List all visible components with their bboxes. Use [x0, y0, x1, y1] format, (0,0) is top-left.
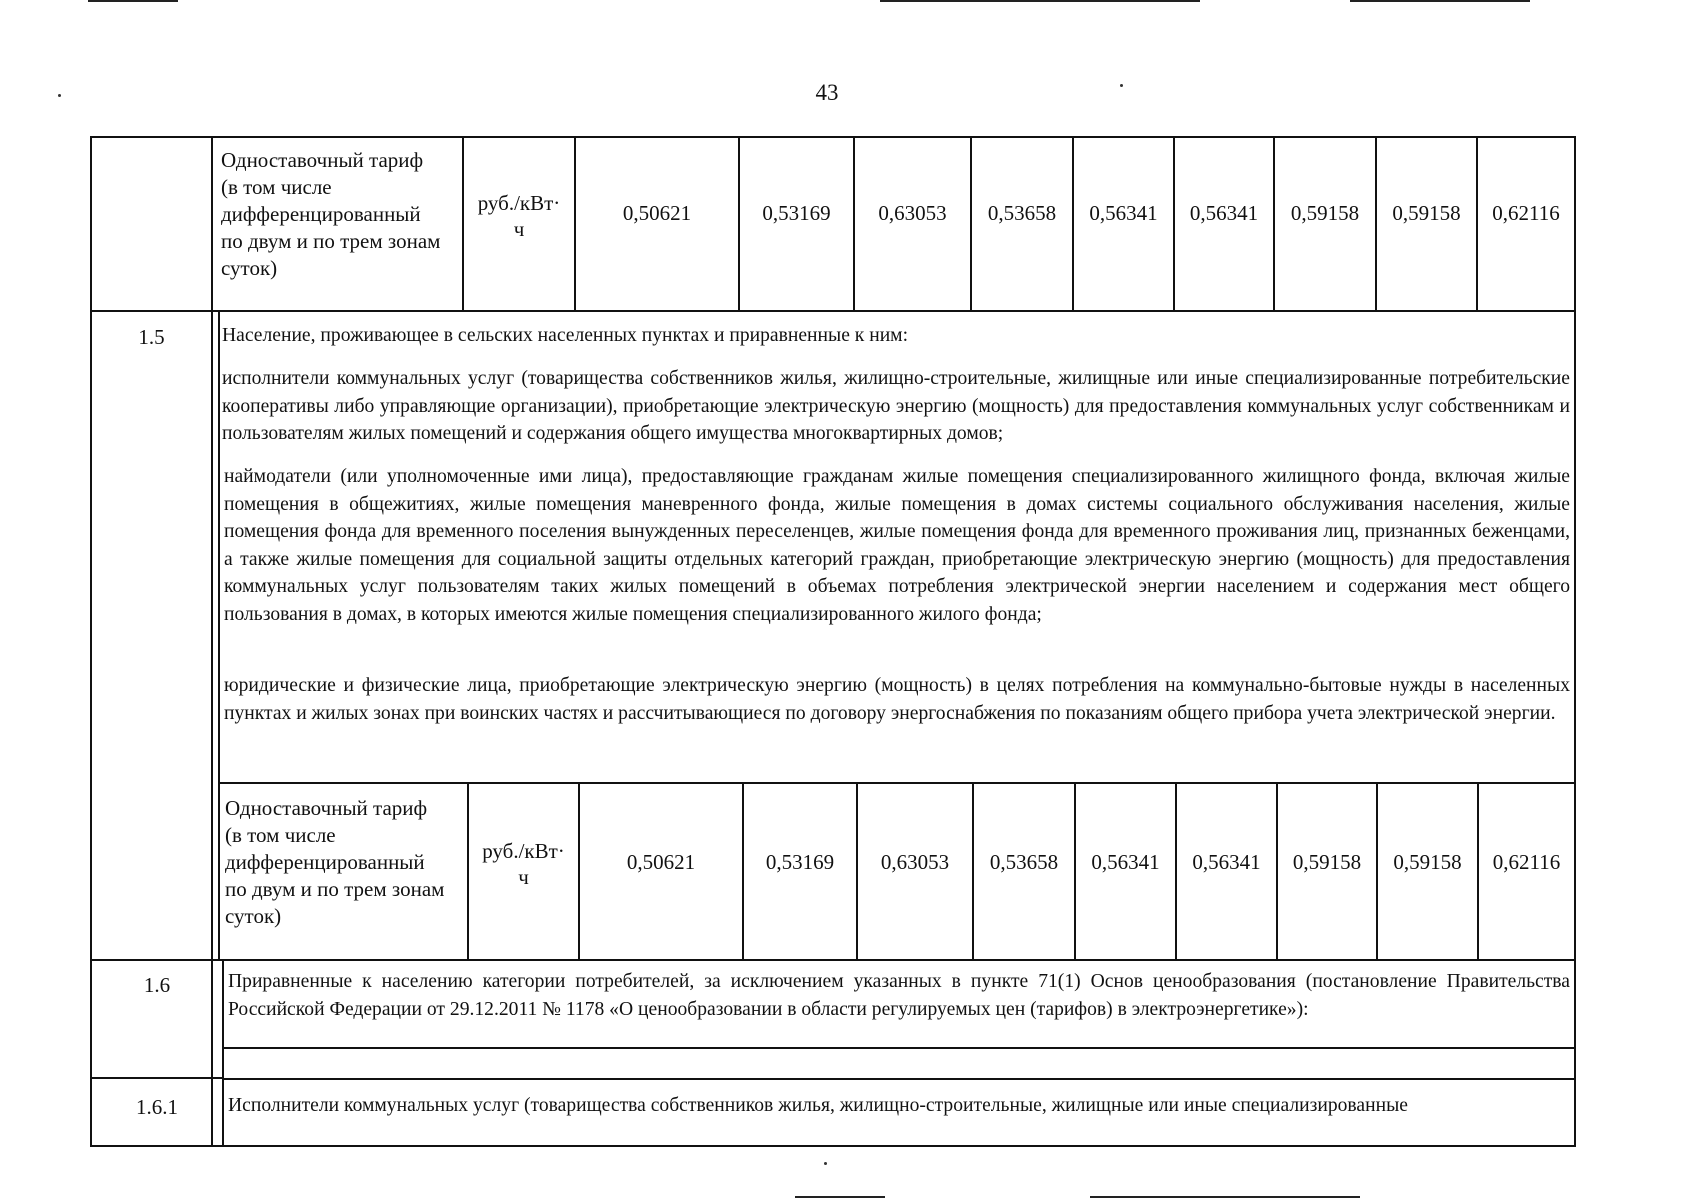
value-cell: 0,56341 — [1089, 201, 1158, 225]
row-number-1-6-1: 1.6.1 — [136, 1095, 178, 1119]
tariff-label-row-b: Одноставочный тариф (в том числе дифференцированный по двум и по трем зонам суток) — [225, 796, 445, 928]
section-1-5-paragraph: юридические и физические лица, приобретающие электрическую энергию (мощность) в целях потребления на коммунально-бытовые нужды в населенных пунктах и жилых зонах при воинских частях и рассчитывающиеся по договору энергоснабжения по показаниям общего прибора учета электрической энергии. — [224, 675, 1570, 724]
section-1-5-heading: Население, проживающее в сельских населенных пунктах и приравненные к ним: — [222, 325, 909, 346]
scan-artifact-line — [88, 0, 178, 2]
page-number: 43 — [815, 80, 839, 105]
value-cell: 0,59158 — [1392, 201, 1461, 225]
value-cell: 0,50621 — [622, 201, 692, 225]
scan-artifact-line — [1090, 1196, 1360, 1198]
value-cell: 0,59158 — [1290, 201, 1360, 225]
section-1-6-1-text: Исполнители коммунальных услуг (товарищества собственников жилья, жилищно-строительные, жилищные или иные специализированные — [228, 1095, 1408, 1116]
tariff-label-row-a: Одноставочный тариф (в том числе дифференцированный по двум и по трем зонам суток) — [221, 148, 441, 280]
value-cell: 0,56341 — [1189, 201, 1259, 225]
value-cell: 0,59158 — [1292, 850, 1362, 874]
value-cell: 0,56341 — [1192, 850, 1261, 874]
section-1-5-paragraph: наймодатели (или уполномоченные ими лица), предоставляющие гражданам жилые помещения специализированного жилищного фонда, включая жилые помещения в общежитиях, жилые помещения маневренного фонда, жилые помещения в домах системы социального обслуживания населения, жилые помещения фонда для временного поселения вынужденных переселенцев, жилые помещения фонда для временного проживания лиц, признанных беженцами, а также жилые помещения для социальной защиты отдельных категорий граждан, приобретающие электрическую энергию (мощность) для предоставления коммунальных услуг пользователям таких жилых помещений в объемах потребления электрической энергии населением и содержания мест общего пользования в домах, в которых имеются жилые помещения специализированного жилого фонда; — [224, 466, 1570, 625]
section-1-6-text: Приравненные к населению категории потребителей, за исключением указанных в пункте 71(1) Основ ценообразования (постановление Правительства Российской Федерации от 29.12.2011 № 1178 «О ценообразовании в области регулируемых цен (тарифов) в электроэнергетике»): — [228, 971, 1570, 1020]
section-1-5-paragraph: исполнители коммунальных услуг (товарищества собственников жилья, жилищно-строительные, жилищные или иные специализированные потребительские кооперативы либо управляющие организации), приобретающие электрическую энергию (мощность) для предоставления коммунальных услуг собственникам и пользователям жилых помещений и содержания общего имущества многоквартирных домов; — [222, 368, 1570, 444]
value-cell: 0,53169 — [762, 201, 831, 225]
row-number-1-6: 1.6 — [143, 973, 171, 997]
value-cell: 0,63053 — [878, 201, 947, 225]
unit-row-a: руб./кВт· ч — [477, 191, 561, 241]
scan-artifact-line — [880, 0, 1200, 2]
value-cell: 0,53658 — [987, 201, 1057, 225]
value-cell: 0,59158 — [1393, 850, 1462, 874]
scan-artifact-line — [1350, 0, 1530, 2]
scan-artifact-line — [795, 1196, 885, 1198]
value-cell: 0,62116 — [1492, 850, 1561, 874]
unit-row-b: руб./кВт· ч — [482, 839, 565, 889]
scan-speck — [824, 1162, 827, 1165]
row-number-1-5: 1.5 — [138, 325, 165, 349]
value-cell: 0,50621 — [626, 850, 696, 874]
value-cell: 0,56341 — [1091, 850, 1160, 874]
value-cell: 0,53169 — [765, 850, 835, 874]
value-cell: 0,62116 — [1492, 201, 1560, 225]
value-cell: 0,63053 — [880, 850, 950, 874]
value-cell: 0,53658 — [989, 850, 1059, 874]
